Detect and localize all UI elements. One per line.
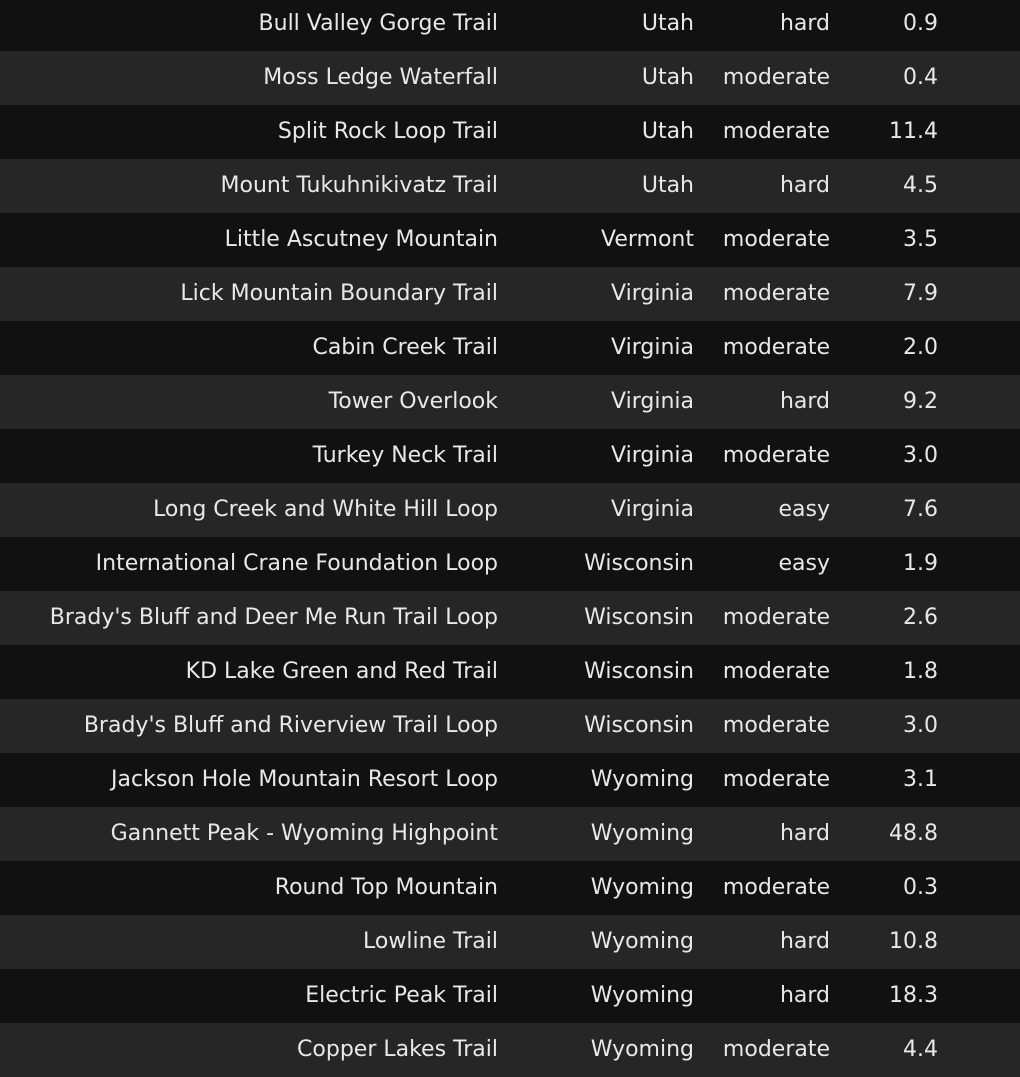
table-row <box>0 537 1020 591</box>
length-cell: 3.5 <box>903 227 938 252</box>
difficulty-cell: moderate <box>722 1037 830 1062</box>
trail-name-cell: Brady's Bluff and Deer Me Run Trail Loop <box>49 605 498 630</box>
state-cell: Utah <box>641 11 694 36</box>
table-row <box>0 0 1020 51</box>
trail-name-cell: Moss Ledge Waterfall <box>263 65 498 90</box>
table-row <box>0 1023 1020 1077</box>
difficulty-cell: hard <box>779 173 830 198</box>
trail-name-cell: Split Rock Loop Trail <box>277 119 498 144</box>
state-cell: Wyoming <box>590 929 694 954</box>
difficulty-cell: easy <box>778 551 830 576</box>
state-cell: Utah <box>641 65 694 90</box>
length-cell: 3.1 <box>903 767 938 792</box>
length-cell: 7.9 <box>903 281 938 306</box>
state-cell: Utah <box>641 119 694 144</box>
length-cell: 1.8 <box>903 659 938 684</box>
table-row <box>0 429 1020 483</box>
length-cell: 2.0 <box>903 335 938 360</box>
difficulty-cell: easy <box>778 497 830 522</box>
length-cell: 1.9 <box>903 551 938 576</box>
difficulty-cell: moderate <box>722 659 830 684</box>
table-row <box>0 321 1020 375</box>
table-row <box>0 483 1020 537</box>
trail-name-cell: Round Top Mountain <box>274 875 498 900</box>
table-row <box>0 969 1020 1023</box>
length-cell: 10.8 <box>889 929 938 954</box>
table-row <box>0 51 1020 105</box>
difficulty-cell: moderate <box>722 875 830 900</box>
state-cell: Wyoming <box>590 821 694 846</box>
trail-name-cell: KD Lake Green and Red Trail <box>185 659 498 684</box>
trail-name-cell: Brady's Bluff and Riverview Trail Loop <box>83 713 498 738</box>
trail-name-cell: Bull Valley Gorge Trail <box>258 11 498 36</box>
table-row <box>0 105 1020 159</box>
difficulty-cell: moderate <box>722 227 830 252</box>
table-row <box>0 645 1020 699</box>
difficulty-cell: moderate <box>722 713 830 738</box>
state-cell: Wyoming <box>590 983 694 1008</box>
state-cell: Virginia <box>611 281 694 306</box>
difficulty-cell: hard <box>779 389 830 414</box>
table-row <box>0 267 1020 321</box>
length-cell: 4.4 <box>903 1037 938 1062</box>
table-row <box>0 375 1020 429</box>
state-cell: Wisconsin <box>584 605 694 630</box>
length-cell: 3.0 <box>903 713 938 738</box>
table-row <box>0 753 1020 807</box>
trail-name-cell: Cabin Creek Trail <box>312 335 498 360</box>
difficulty-cell: moderate <box>722 443 830 468</box>
table-row <box>0 591 1020 645</box>
difficulty-cell: moderate <box>722 767 830 792</box>
state-cell: Virginia <box>611 389 694 414</box>
state-cell: Wisconsin <box>584 659 694 684</box>
length-cell: 2.6 <box>903 605 938 630</box>
difficulty-cell: moderate <box>722 281 830 306</box>
difficulty-cell: moderate <box>722 65 830 90</box>
length-cell: 0.3 <box>903 875 938 900</box>
state-cell: Wyoming <box>590 767 694 792</box>
length-cell: 7.6 <box>903 497 938 522</box>
table-row <box>0 159 1020 213</box>
trail-name-cell: Lowline Trail <box>363 929 498 954</box>
length-cell: 18.3 <box>889 983 938 1008</box>
difficulty-cell: hard <box>779 11 830 36</box>
difficulty-cell: moderate <box>722 119 830 144</box>
length-cell: 11.4 <box>889 119 938 144</box>
table-row <box>0 213 1020 267</box>
trail-name-cell: Copper Lakes Trail <box>297 1037 498 1062</box>
length-cell: 9.2 <box>903 389 938 414</box>
state-cell: Virginia <box>611 443 694 468</box>
trail-name-cell: Electric Peak Trail <box>305 983 498 1008</box>
table-row <box>0 915 1020 969</box>
table-row <box>0 807 1020 861</box>
state-cell: Vermont <box>601 227 694 252</box>
state-cell: Wisconsin <box>584 713 694 738</box>
length-cell: 0.4 <box>903 65 938 90</box>
trail-name-cell: Little Ascutney Mountain <box>224 227 498 252</box>
state-cell: Wyoming <box>590 1037 694 1062</box>
trail-name-cell: Long Creek and White Hill Loop <box>153 497 498 522</box>
trail-name-cell: Mount Tukuhnikivatz Trail <box>220 173 498 198</box>
state-cell: Wisconsin <box>584 551 694 576</box>
difficulty-cell: moderate <box>722 335 830 360</box>
state-cell: Virginia <box>611 335 694 360</box>
trail-name-cell: Tower Overlook <box>328 389 498 414</box>
difficulty-cell: moderate <box>722 605 830 630</box>
table-row <box>0 699 1020 753</box>
difficulty-cell: hard <box>779 929 830 954</box>
table-row <box>0 861 1020 915</box>
state-cell: Virginia <box>611 497 694 522</box>
state-cell: Utah <box>641 173 694 198</box>
length-cell: 4.5 <box>903 173 938 198</box>
trail-name-cell: Jackson Hole Mountain Resort Loop <box>111 767 498 792</box>
length-cell: 3.0 <box>903 443 938 468</box>
difficulty-cell: hard <box>779 821 830 846</box>
trail-name-cell: Turkey Neck Trail <box>312 443 498 468</box>
trail-name-cell: Lick Mountain Boundary Trail <box>180 281 498 306</box>
length-cell: 0.9 <box>903 11 938 36</box>
trail-name-cell: International Crane Foundation Loop <box>95 551 498 576</box>
length-cell: 48.8 <box>889 821 938 846</box>
trail-name-cell: Gannett Peak - Wyoming Highpoint <box>110 821 498 846</box>
state-cell: Wyoming <box>590 875 694 900</box>
difficulty-cell: hard <box>779 983 830 1008</box>
